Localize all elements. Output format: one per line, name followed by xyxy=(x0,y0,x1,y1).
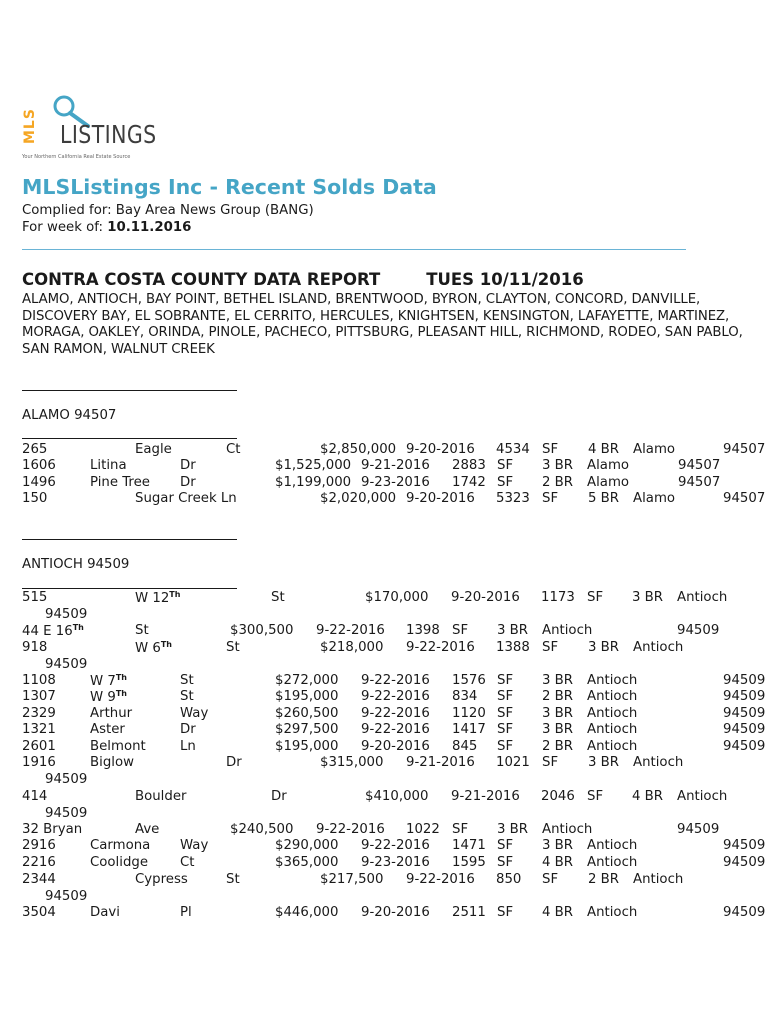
cell-sqft: 1021 xyxy=(496,755,530,770)
cell-price: $240,500 xyxy=(230,822,294,837)
cell-br: 3 BR xyxy=(588,755,620,770)
cell-zip: 94507 xyxy=(678,475,721,490)
logo-tagline: Your Northern California Real Estate Source xyxy=(22,154,131,160)
cell-price: $410,000 xyxy=(365,789,429,804)
cell-date: 9-22-2016 xyxy=(406,872,475,887)
cell-city: Alamo xyxy=(633,491,676,506)
cell-price: $260,500 xyxy=(275,706,339,721)
cell-br: 3 BR xyxy=(542,722,574,737)
cell-city: Alamo xyxy=(587,475,630,490)
table-row xyxy=(22,640,768,657)
cell-zip: 94509 xyxy=(45,888,88,904)
cell-date: 9-22-2016 xyxy=(361,706,430,721)
cell-street: Coolidge xyxy=(90,855,149,870)
cell-zip: 94507 xyxy=(678,458,721,473)
cell-price: $195,000 xyxy=(275,689,339,704)
cell-price: $2,850,000 xyxy=(320,442,397,457)
cell-br: 2 BR xyxy=(542,689,574,704)
report-date: TUES 10/11/2016 xyxy=(426,270,584,289)
cell-sf: SF xyxy=(542,755,559,770)
mlslistings-logo xyxy=(22,92,182,164)
table-row xyxy=(22,855,768,872)
cell-street: Eagle xyxy=(135,442,172,457)
cell-br: 2 BR xyxy=(588,872,620,887)
cell-sqft: 1120 xyxy=(452,706,486,721)
report-title: CONTRA COSTA COUNTY DATA REPORT xyxy=(22,270,381,289)
cell-street: Arthur xyxy=(90,706,133,721)
cell-city: Antioch xyxy=(587,706,638,721)
cell-price: $290,000 xyxy=(275,838,339,853)
cell-num: 1108 xyxy=(22,673,56,688)
cell-num: 1307 xyxy=(22,689,56,704)
cell-num: 515 xyxy=(22,590,48,605)
cell-num: 1496 xyxy=(22,475,56,490)
cell-br: 3 BR xyxy=(542,458,574,473)
cell-br: 3 BR xyxy=(588,640,620,655)
cell-price: $297,500 xyxy=(275,722,339,737)
cell-sf: SF xyxy=(452,623,469,638)
cell-city: Antioch xyxy=(587,905,638,920)
week-line xyxy=(22,220,191,235)
cell-price: $2,020,000 xyxy=(320,491,397,506)
table-row xyxy=(22,755,768,772)
table-row xyxy=(22,872,768,889)
cell-date: 9-22-2016 xyxy=(316,822,385,837)
cell-city: Antioch xyxy=(587,673,638,688)
cell-type: St xyxy=(180,673,194,688)
cell-br: 2 BR xyxy=(542,739,574,754)
cell-num: 918 xyxy=(22,640,48,655)
cell-date: 9-20-2016 xyxy=(406,491,475,506)
cell-zip: 94509 xyxy=(45,771,88,787)
cell-sqft: 1595 xyxy=(452,855,486,870)
cell-date: 9-22-2016 xyxy=(406,640,475,655)
cell-zip: 94509 xyxy=(677,623,720,638)
cell-br: 4 BR xyxy=(542,905,574,920)
logo-wordmark: LISTINGS xyxy=(60,120,157,149)
cell-type: St xyxy=(226,640,240,655)
cell-zip: 94509 xyxy=(723,739,766,754)
cell-sqft: 834 xyxy=(452,689,478,704)
cell-city: Antioch xyxy=(542,822,593,837)
cell-type: Ct xyxy=(180,855,195,870)
cell-price: $272,000 xyxy=(275,673,339,688)
cell-date: 9-22-2016 xyxy=(361,673,430,688)
cell-sf: SF xyxy=(497,475,514,490)
cell-sf: SF xyxy=(497,739,514,754)
table-row xyxy=(22,475,768,492)
table-row xyxy=(22,491,768,508)
cell-num: 2344 xyxy=(22,872,56,887)
cell-street: W 12Th xyxy=(135,590,181,606)
cell-city: Antioch xyxy=(587,739,638,754)
cell-zip: 94509 xyxy=(723,722,766,737)
cell-sqft: 4534 xyxy=(496,442,530,457)
cell-sf: SF xyxy=(542,442,559,457)
cell-br: 2 BR xyxy=(542,475,574,490)
cell-city: Alamo xyxy=(587,458,630,473)
cell-city: Alamo xyxy=(633,442,676,457)
report-heading xyxy=(22,270,584,289)
cell-zip: 94509 xyxy=(723,855,766,870)
cell-sf: SF xyxy=(542,491,559,506)
cell-num: 1321 xyxy=(22,722,56,737)
cell-type: Dr xyxy=(180,458,196,473)
cell-num: 2916 xyxy=(22,838,56,853)
cell-type: Way xyxy=(180,838,209,853)
cell-city: Antioch xyxy=(587,855,638,870)
table-row xyxy=(22,673,768,690)
cell-price: $170,000 xyxy=(365,590,429,605)
cell-sqft: 845 xyxy=(452,739,478,754)
cell-street: Aster xyxy=(90,722,125,737)
cell-street: Sugar Creek Ln xyxy=(135,491,237,506)
cell-date: 9-22-2016 xyxy=(361,722,430,737)
cell-type: St xyxy=(180,689,194,704)
cell-num: 1916 xyxy=(22,755,56,770)
cell-zip: 94509 xyxy=(723,689,766,704)
table-row xyxy=(22,706,768,723)
cell-price: $315,000 xyxy=(320,755,384,770)
section-divider xyxy=(22,390,237,391)
cell-price: $1,525,000 xyxy=(275,458,352,473)
cell-br: 3 BR xyxy=(542,838,574,853)
page-title: MLSListings Inc - Recent Solds Data xyxy=(22,175,437,199)
logo-mls: MLS xyxy=(22,108,38,144)
cell-sf: SF xyxy=(497,458,514,473)
cell-type: Dr xyxy=(271,789,287,804)
cell-sqft: 1417 xyxy=(452,722,486,737)
cell-br: 3 BR xyxy=(542,673,574,688)
area-heading-antioch: ANTIOCH 94509 xyxy=(22,557,130,572)
cell-sf: SF xyxy=(587,789,604,804)
cell-num: 3504 xyxy=(22,905,56,920)
cell-sf: SF xyxy=(542,872,559,887)
table-row xyxy=(22,590,768,607)
cell-zip: 94509 xyxy=(677,822,720,837)
cell-zip: 94509 xyxy=(45,805,88,821)
cell-num: 150 xyxy=(22,491,48,506)
cell-street: Davi xyxy=(90,905,120,920)
cell-sf: SF xyxy=(587,590,604,605)
cell-sqft: 2511 xyxy=(452,905,486,920)
cell-num: 1606 xyxy=(22,458,56,473)
cell-street: W 6Th xyxy=(135,640,172,656)
table-row xyxy=(22,458,768,475)
cell-sqft: 1173 xyxy=(541,590,575,605)
table-row xyxy=(22,442,768,459)
cell-sf: SF xyxy=(497,855,514,870)
cell-city: Antioch xyxy=(677,590,728,605)
cell-num: 44 E 16Th xyxy=(22,623,84,639)
cell-street: Cypress xyxy=(135,872,188,887)
cell-date: 9-22-2016 xyxy=(361,689,430,704)
cell-type: Way xyxy=(180,706,209,721)
cell-price: $1,199,000 xyxy=(275,475,352,490)
cell-sqft: 1388 xyxy=(496,640,530,655)
cell-date: 9-20-2016 xyxy=(451,590,520,605)
cell-br: 3 BR xyxy=(542,706,574,721)
cell-br: 3 BR xyxy=(497,822,529,837)
section-divider xyxy=(22,539,237,540)
compiled-for: Complied for: Bay Area News Group (BANG) xyxy=(22,203,314,218)
cell-sqft: 1576 xyxy=(452,673,486,688)
table-row xyxy=(22,905,768,922)
cell-street: W 7Th xyxy=(90,673,127,689)
cell-br: 3 BR xyxy=(632,590,664,605)
cell-sf: SF xyxy=(497,673,514,688)
cell-type: St xyxy=(271,590,285,605)
section-divider xyxy=(22,588,237,589)
cell-date: 9-20-2016 xyxy=(406,442,475,457)
cell-zip: 94509 xyxy=(723,706,766,721)
cell-price: $195,000 xyxy=(275,739,339,754)
cell-city: Antioch xyxy=(542,623,593,638)
cell-price: $365,000 xyxy=(275,855,339,870)
cell-num: 2601 xyxy=(22,739,56,754)
table-row xyxy=(22,722,768,739)
cell-num: 265 xyxy=(22,442,48,457)
table-row xyxy=(22,838,768,855)
cell-date: 9-23-2016 xyxy=(361,475,430,490)
cell-type: St xyxy=(135,623,149,638)
cell-street: Carmona xyxy=(90,838,151,853)
cell-zip: 94509 xyxy=(723,905,766,920)
cell-date: 9-20-2016 xyxy=(361,739,430,754)
cell-street: Litina xyxy=(90,458,127,473)
cell-type: St xyxy=(226,872,240,887)
cell-city: Antioch xyxy=(587,838,638,853)
cell-type: Dr xyxy=(180,475,196,490)
cell-br: 5 BR xyxy=(588,491,620,506)
cell-price: $217,500 xyxy=(320,872,384,887)
cell-zip: 94509 xyxy=(45,606,88,622)
cell-zip: 94509 xyxy=(45,656,88,672)
cell-street: Biglow xyxy=(90,755,134,770)
cell-street: W 9Th xyxy=(90,689,127,705)
cell-date: 9-22-2016 xyxy=(316,623,385,638)
cell-price: $218,000 xyxy=(320,640,384,655)
cell-city: Antioch xyxy=(633,640,684,655)
table-row xyxy=(22,623,768,640)
cell-sf: SF xyxy=(497,689,514,704)
cell-price: $446,000 xyxy=(275,905,339,920)
cell-street: Belmont xyxy=(90,739,146,754)
cell-street: Boulder xyxy=(135,789,187,804)
week-label: For week of: xyxy=(22,220,103,235)
cell-sqft: 1742 xyxy=(452,475,486,490)
cell-br: 3 BR xyxy=(497,623,529,638)
cell-type: Ln xyxy=(180,739,196,754)
cell-city: Antioch xyxy=(633,872,684,887)
cell-price: $300,500 xyxy=(230,623,294,638)
table-row xyxy=(22,689,768,706)
cell-type: Dr xyxy=(180,722,196,737)
cell-br: 4 BR xyxy=(588,442,620,457)
cell-sqft: 1022 xyxy=(406,822,440,837)
cell-num: 2216 xyxy=(22,855,56,870)
cell-type: Dr xyxy=(226,755,242,770)
cell-sqft: 2046 xyxy=(541,789,575,804)
cell-date: 9-21-2016 xyxy=(361,458,430,473)
cell-date: 9-21-2016 xyxy=(451,789,520,804)
cell-zip: 94509 xyxy=(723,673,766,688)
cell-sf: SF xyxy=(497,722,514,737)
week-value: 10.11.2016 xyxy=(107,220,192,235)
cell-br: 4 BR xyxy=(632,789,664,804)
cell-sf: SF xyxy=(497,706,514,721)
cell-br: 4 BR xyxy=(542,855,574,870)
cell-sqft: 1398 xyxy=(406,623,440,638)
cell-zip: 94507 xyxy=(723,491,766,506)
cell-city: Antioch xyxy=(587,689,638,704)
section-divider xyxy=(22,438,237,439)
cell-num: 32 Bryan xyxy=(22,822,83,837)
table-row xyxy=(22,739,768,756)
cell-sf: SF xyxy=(542,640,559,655)
cell-date: 9-23-2016 xyxy=(361,855,430,870)
area-heading-alamo: ALAMO 94507 xyxy=(22,408,117,423)
cell-date: 9-22-2016 xyxy=(361,838,430,853)
cell-zip: 94509 xyxy=(723,838,766,853)
table-row xyxy=(22,789,768,806)
cell-city: Antioch xyxy=(633,755,684,770)
header-divider xyxy=(22,249,686,250)
cell-city: Antioch xyxy=(677,789,728,804)
cell-type: Ave xyxy=(135,822,160,837)
cell-date: 9-21-2016 xyxy=(406,755,475,770)
cell-sqft: 850 xyxy=(496,872,522,887)
cell-sqft: 1471 xyxy=(452,838,486,853)
cell-street: Pine Tree xyxy=(90,475,150,490)
cell-sf: SF xyxy=(452,822,469,837)
cell-zip: 94507 xyxy=(723,442,766,457)
cell-sqft: 2883 xyxy=(452,458,486,473)
cell-num: 2329 xyxy=(22,706,56,721)
cell-sf: SF xyxy=(497,905,514,920)
cell-type: Pl xyxy=(180,905,192,920)
cell-type: Ct xyxy=(226,442,241,457)
city-list: ALAMO, ANTIOCH, BAY POINT, BETHEL ISLAND, BRENTWOOD, BYRON, CLAYTON, CONCORD, DANVILLE, DISCOVERY BAY, EL SOBRANTE, EL CERRITO, HERCULES, KNIGHTSEN, KENSINGTON, LAFAYETTE, MARTINEZ, MORAGA, OAKLEY, ORINDA, PINOLE, PACHECO, PITTSBURG, PLEASANT HILL, RICHMOND, RODEO, SAN PABLO, SAN RAMON, WALNUT CREEK xyxy=(22,292,743,357)
cell-sf: SF xyxy=(497,838,514,853)
cell-num: 414 xyxy=(22,789,48,804)
table-row xyxy=(22,822,768,839)
cell-sqft: 5323 xyxy=(496,491,530,506)
cell-city: Antioch xyxy=(587,722,638,737)
cell-date: 9-20-2016 xyxy=(361,905,430,920)
